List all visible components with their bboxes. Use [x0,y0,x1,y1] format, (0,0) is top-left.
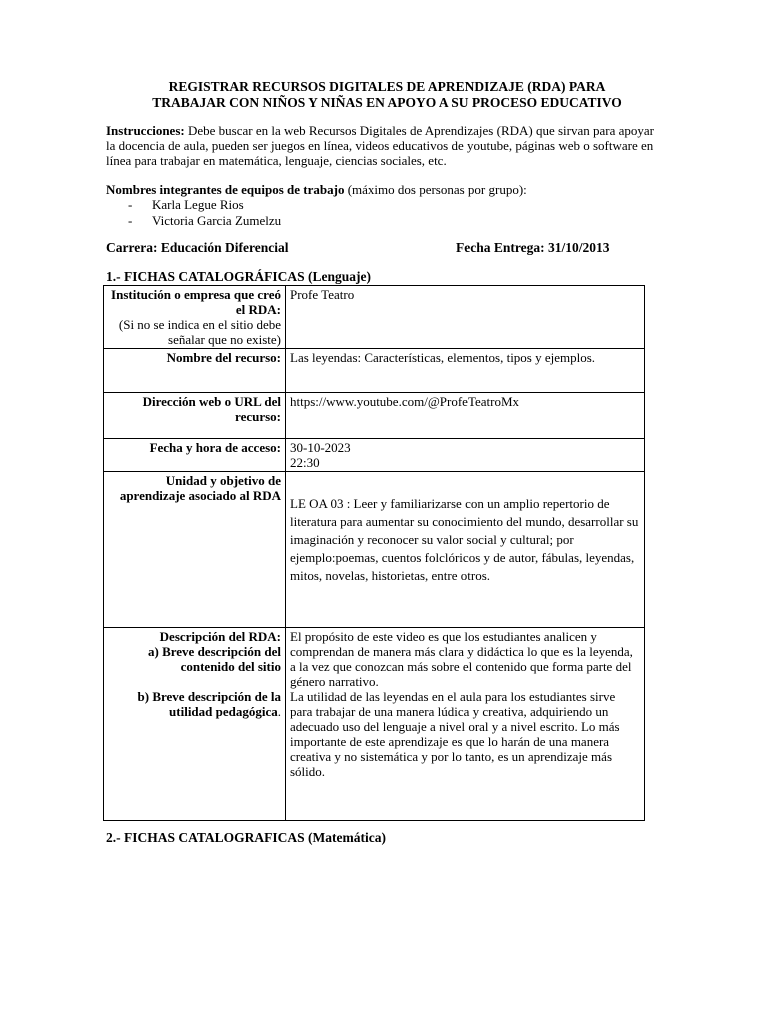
access-time: 22:30 [290,455,320,470]
description-label: Descripción del RDA: [159,629,281,644]
career-label: Carrera: Educación Diferencial [106,240,289,255]
catalog-card-table [103,285,645,821]
row-access [104,439,645,472]
instructions-label: Instrucciones: [106,123,185,138]
institution-label-cell [104,286,286,349]
objective-label: Unidad y objetivo de aprendizaje asociado al RDA [104,472,286,628]
access-value-cell [286,439,645,472]
description-value-2: La utilidad de las leyendas en el aula para los estudiantes sirve para trabajar de una manera lúdica y creativa, adquiriendo un adecuado uso del lenguaje a nivel oral y a nivel escrito. Lo más importante de este aprendizaje es que lo harán de una manera creativa y no sistemática y por lo tanto, es un aprendizaje más sólido. [290,689,620,779]
description-value-1: El propósito de este video es que los estudiantes analicen y comprendan de manera más clara y didáctica lo que es la leyenda, a la vez que conozcan más sobre el contenido que forma parte del género narrativo. [290,629,633,689]
list-dash: - [128,197,133,212]
title-line-1: REGISTRAR RECURSOS DIGITALES DE APRENDIZAJE (RDA) PARA [168,79,606,94]
description-value-cell [286,628,645,821]
resource-label: Nombre del recurso: [104,349,286,393]
institution-note: (Si no se indica en el sitio debe señalar que no existe) [118,317,281,347]
team-member [106,197,666,213]
row-url [104,393,645,439]
description-b-label [108,689,281,719]
description-label-cell [104,628,286,821]
team-label: Nombres integrantes de equipos de trabajo [106,182,345,197]
row-resource-name [104,349,645,393]
document-title [106,79,668,111]
team-member-list [106,197,666,229]
due-date-label: Fecha Entrega: 31/10/2013 [456,240,610,255]
team-section [106,182,666,229]
instructions-paragraph [106,123,666,168]
team-note: (máximo dos personas por grupo): [344,182,527,197]
list-dash: - [128,213,133,228]
spacer [108,674,281,689]
team-member-name: Karla Legue Rios [152,197,244,212]
description-b-text: b) Breve descripción de la utilidad pedagógica [137,689,281,719]
url-label: Dirección web o URL del recurso: [104,393,286,439]
objective-value-cell [286,472,645,628]
access-label: Fecha y hora de acceso: [104,439,286,472]
description-a-label: a) Breve descripción del contenido del sitio [148,644,281,674]
meta-row [106,240,630,255]
description-b-period: . [277,704,281,719]
team-heading [106,182,666,197]
row-description [104,628,645,821]
team-member [106,213,666,229]
access-date: 30-10-2023 [290,440,351,455]
url-value: https://www.youtube.com/@ProfeTeatroMx [286,393,645,439]
team-member-name: Victoria Garcia Zumelzu [152,213,282,228]
title-line-2: TRABAJAR CON NIÑOS Y NIÑAS EN APOYO A SU PROCESO EDUCATIVO [152,95,622,110]
resource-value: Las leyendas: Características, elementos, tipos y ejemplos. [286,349,645,393]
instructions-text: Debe buscar en la web Recursos Digitales de Aprendizajes (RDA) que sirvan para apoyar la docencia de aula, pueden ser juegos en línea, videos educativos de youtube, páginas web o software en línea para trabajar en matemática, lenguaje, ciencias sociales, etc. [106,123,654,168]
section-2-title: 2.- FICHAS CATALOGRAFICAS (Matemática) [106,830,386,845]
objective-value: LE OA 03 : Leer y familiarizarse con un amplio repertorio de literatura para aumentar su conocimiento del mundo, desarrollar su imaginación y reconocer su valor social y cultural; por ejemplo:poemas, cuentos folclóricos y de autor, fábulas, leyendas, mitos, novelas, historietas, entre otros. [290,496,639,583]
institution-label: Institución o empresa que creó el RDA: [111,287,281,317]
row-institution [104,286,645,349]
section-1-title: 1.- FICHAS CATALOGRÁFICAS (Lenguaje) [106,269,372,284]
institution-value: Profe Teatro [286,286,645,349]
row-objective [104,472,645,628]
